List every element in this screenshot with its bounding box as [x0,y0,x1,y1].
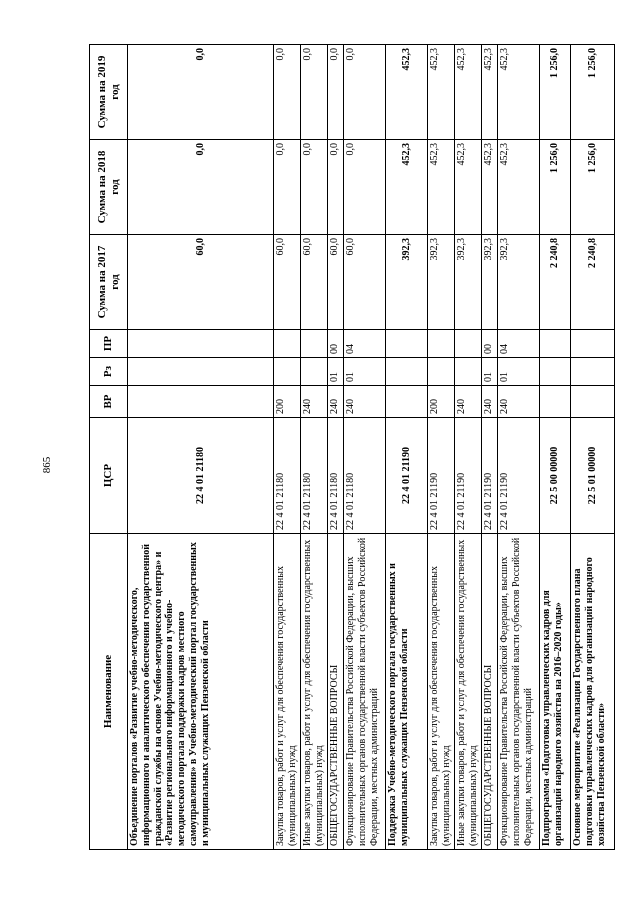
row-sum-2019: 452,3 [498,45,540,140]
row-sum-2019: 452,3 [482,45,498,140]
row-sum-2019: 1 256,0 [571,45,615,140]
row-sum-2018: 0,0 [128,140,274,235]
row-pr [386,330,428,358]
header-pr: ПР [90,330,128,358]
row-sum-2018: 452,3 [498,140,540,235]
row-sum-2018: 452,3 [482,140,498,235]
row-name: Иные закупки товаров, работ и услуг для обеспечения государственных (муниципальных) нужд [301,534,328,850]
table-row [455,45,482,850]
row-rz [571,358,615,386]
row-sum-2017: 392,3 [482,235,498,330]
row-rz [455,358,482,386]
row-sum-2017: 60,0 [128,235,274,330]
header-csr: ЦСР [90,418,128,534]
table-row [428,45,455,850]
table-row [274,45,301,850]
table-row [571,45,615,850]
row-sum-2019: 0,0 [128,45,274,140]
row-sum-2018: 0,0 [301,140,328,235]
row-rz [128,358,274,386]
row-name: ОБЩЕГОСУДАРСТВЕННЫЕ ВОПРОСЫ [328,534,344,850]
row-sum-2017: 60,0 [274,235,301,330]
row-vr: 200 [274,386,301,418]
row-name: Поддержка Учебно-методического портала государственных и муниципальных служащих Пензенской области [386,534,428,850]
header-sum-2018: Сумма на 2018 год [90,140,128,235]
row-vr: 240 [328,386,344,418]
row-sum-2018: 1 256,0 [540,140,571,235]
row-name: Объединение порталов «Развитие учебно-методического, информационного и аналитического обеспечения государственной гражданской службы на основе Учебно-методического центра» и «Развитие регионального информационного и учебно-методического портала поддержки кадров местного самоуправления» в Учебно-методический портал государственных и муниципальных служащих Пензенской области [128,534,274,850]
table-row [540,45,571,850]
row-sum-2017: 60,0 [301,235,328,330]
row-pr [455,330,482,358]
row-pr: 00 [482,330,498,358]
row-rz: 01 [482,358,498,386]
row-sum-2017: 60,0 [328,235,344,330]
budget-table [89,44,615,850]
row-pr [428,330,455,358]
row-sum-2019: 452,3 [386,45,428,140]
row-vr: 240 [498,386,540,418]
row-sum-2017: 2 240,8 [571,235,615,330]
row-csr: 22 4 01 21180 [274,418,301,534]
table-row [344,45,386,850]
page-number: 865 [41,456,53,474]
row-sum-2017: 2 240,8 [540,235,571,330]
row-pr [274,330,301,358]
row-sum-2017: 60,0 [344,235,386,330]
row-csr: 22 4 01 21180 [328,418,344,534]
row-rz: 01 [328,358,344,386]
header-sum-2019: Сумма на 2019 год [90,45,128,140]
row-sum-2017: 392,3 [386,235,428,330]
header-vr: ВР [90,386,128,418]
row-csr: 22 4 01 21190 [455,418,482,534]
rotated-page-content [89,45,607,850]
row-csr: 22 4 01 21180 [344,418,386,534]
row-pr [301,330,328,358]
row-sum-2018: 452,3 [428,140,455,235]
row-csr: 22 4 01 21190 [428,418,455,534]
row-sum-2018: 1 256,0 [571,140,615,235]
row-pr [540,330,571,358]
row-vr [386,386,428,418]
row-sum-2019: 0,0 [328,45,344,140]
header-name: Наименование [90,534,128,850]
table-row [482,45,498,850]
row-csr: 22 4 01 21190 [482,418,498,534]
row-sum-2017: 392,3 [428,235,455,330]
row-name: Закупка товаров, работ и услуг для обеспечения государственных (муниципальных) нужд [428,534,455,850]
row-sum-2018: 0,0 [344,140,386,235]
row-csr: 22 5 00 00000 [540,418,571,534]
row-pr: 04 [344,330,386,358]
table-row [128,45,274,850]
row-rz [301,358,328,386]
row-sum-2019: 0,0 [344,45,386,140]
row-sum-2018: 0,0 [328,140,344,235]
row-csr: 22 4 01 21190 [498,418,540,534]
row-rz: 01 [344,358,386,386]
row-name: Закупка товаров, работ и услуг для обеспечения государственных (муниципальных) нужд [274,534,301,850]
row-rz [540,358,571,386]
row-name: ОБЩЕГОСУДАРСТВЕННЫЕ ВОПРОСЫ [482,534,498,850]
row-sum-2019: 0,0 [301,45,328,140]
row-sum-2018: 0,0 [274,140,301,235]
row-name: Иные закупки товаров, работ и услуг для обеспечения государственных (муниципальных) нужд [455,534,482,850]
row-rz [428,358,455,386]
row-vr [571,386,615,418]
row-rz [386,358,428,386]
row-vr: 240 [344,386,386,418]
row-pr [571,330,615,358]
header-rz: Рз [90,358,128,386]
row-vr: 240 [482,386,498,418]
row-vr: 240 [301,386,328,418]
table-row [498,45,540,850]
row-vr: 240 [455,386,482,418]
row-pr: 00 [328,330,344,358]
header-sum-2017: Сумма на 2017 год [90,235,128,330]
row-csr: 22 4 01 21180 [301,418,328,534]
row-name: Функционирование Правительства Российской Федерации, высших исполнительных органов государственной власти субъектов Российской Федерации, местных администраций [498,534,540,850]
row-sum-2017: 392,3 [498,235,540,330]
row-name: Подпрограмма «Подготовка управленческих кадров для организаций народного хозяйства на 2016–2020 годы» [540,534,571,850]
row-sum-2019: 452,3 [428,45,455,140]
row-sum-2019: 1 256,0 [540,45,571,140]
table-row [301,45,328,850]
row-sum-2019: 452,3 [455,45,482,140]
row-sum-2018: 452,3 [386,140,428,235]
table-row [386,45,428,850]
table-header-row [90,45,128,850]
row-rz [274,358,301,386]
row-csr: 22 4 01 21190 [386,418,428,534]
table-row [328,45,344,850]
row-sum-2018: 452,3 [455,140,482,235]
row-rz: 01 [498,358,540,386]
row-name: Функционирование Правительства Российской Федерации, высших исполнительных органов государственной власти субъектов Российской Федерации, местных администраций [344,534,386,850]
row-vr [540,386,571,418]
row-vr: 200 [428,386,455,418]
row-pr [128,330,274,358]
row-csr: 22 4 01 21180 [128,418,274,534]
row-name: Основное мероприятие «Реализация Государственного плана подготовки управленческих кадров для организаций народного хозяйства Пензенской области» [571,534,615,850]
row-pr: 04 [498,330,540,358]
row-sum-2019: 0,0 [274,45,301,140]
row-csr: 22 5 01 00000 [571,418,615,534]
row-vr [128,386,274,418]
row-sum-2017: 392,3 [455,235,482,330]
